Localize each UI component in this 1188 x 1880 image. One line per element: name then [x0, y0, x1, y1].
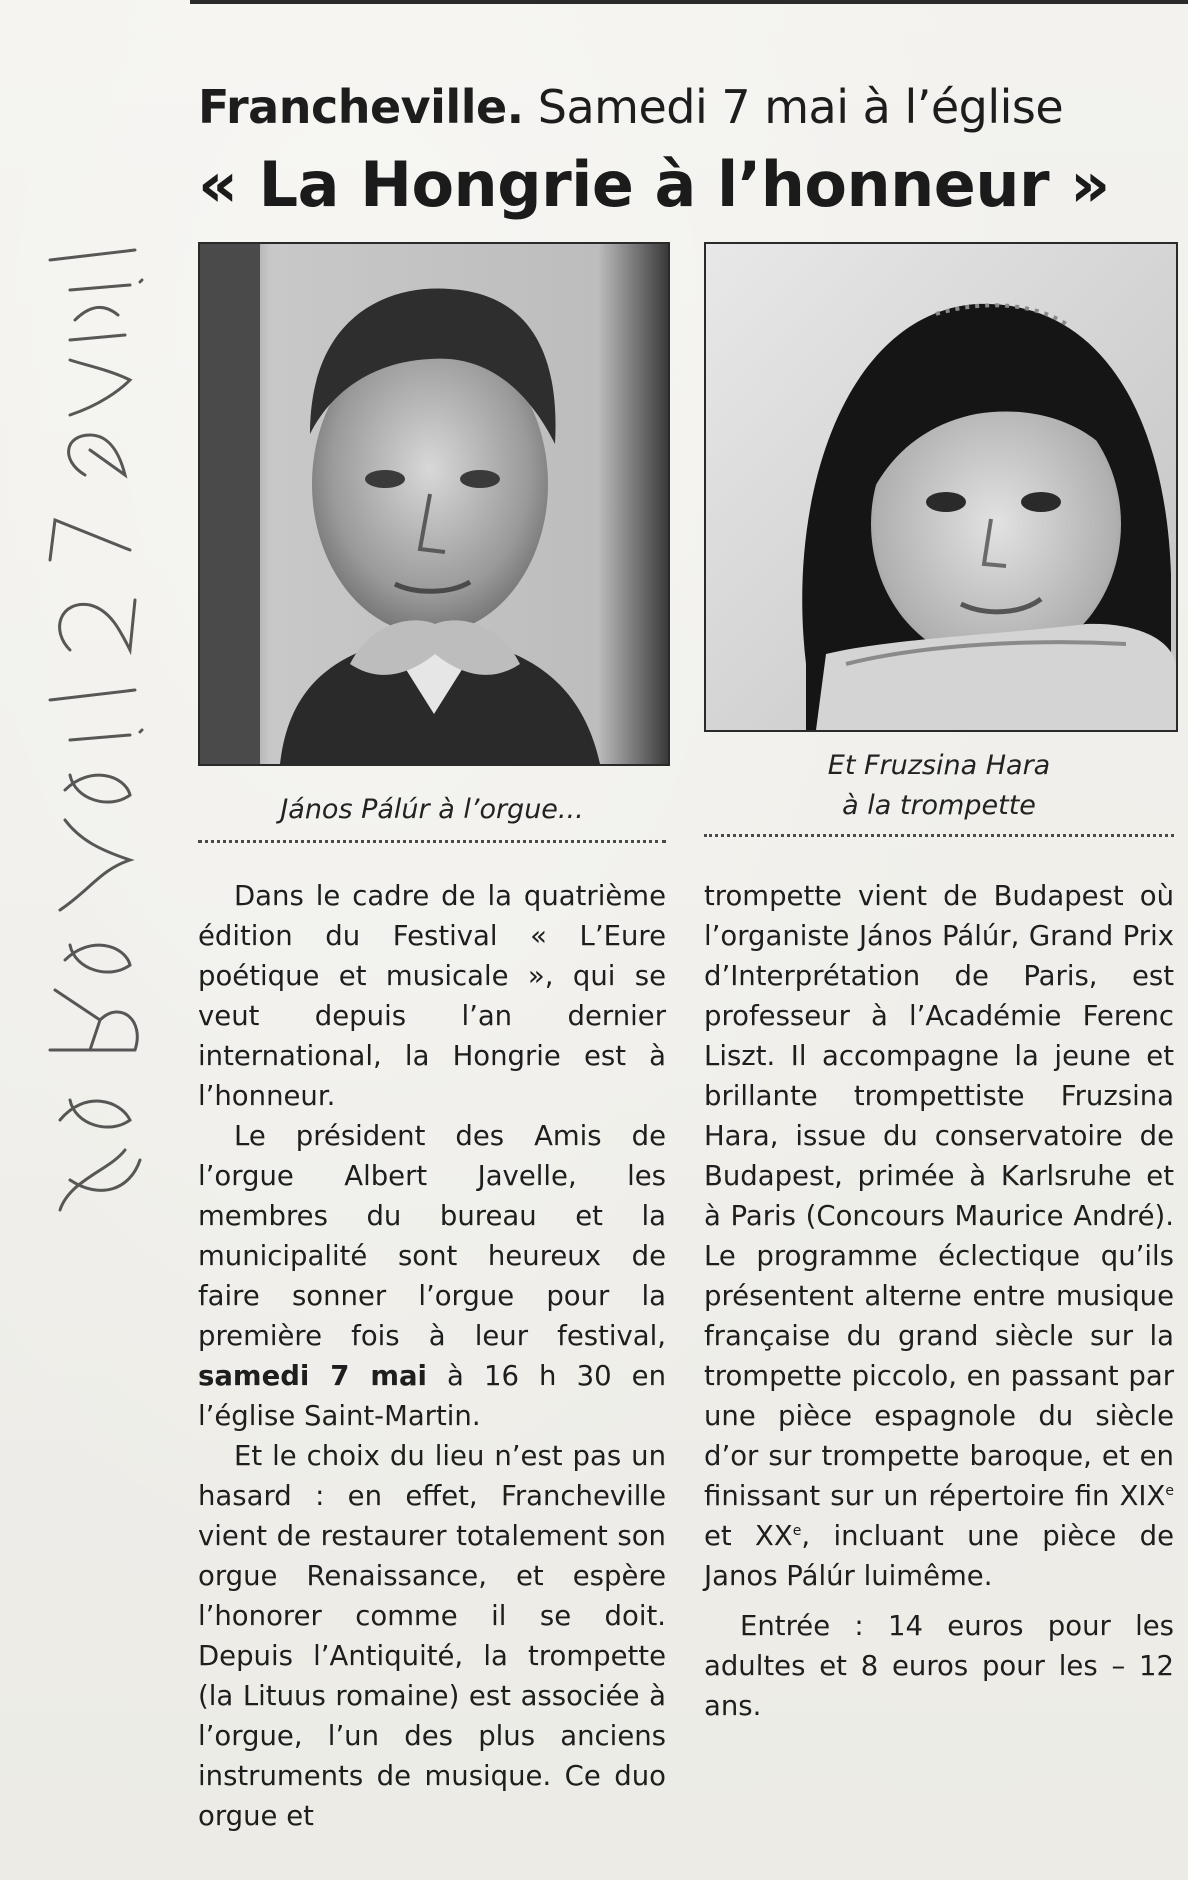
paragraph-venue: Et le choix du lieu n’est pas un hasard : en effet, Francheville vient de restaurer totalement son orgue Renaissance, et espère l’honorer comme il se doit. Depuis l’Antiquité, la trompette (la Lituus romaine) est associée à l’orgue, l’un des plus anciens instruments de musique. Ce duo orgue et — [198, 1440, 666, 1832]
paragraph-intro: Dans le cadre de la quatrième édition du Festival « L’Eure poétique et musicale », qui se veut depuis l’an dernier international, la Hongrie est à l’honneur. — [198, 880, 666, 1112]
photo-organist — [198, 242, 670, 766]
article-column-right — [704, 876, 1174, 1726]
kicker-line — [198, 80, 1098, 134]
sup-19: e — [1165, 1482, 1174, 1499]
trumpeter-portrait — [706, 244, 1176, 730]
paragraph-program — [704, 876, 1174, 1596]
paragraph-program-end: , incluant une pièce de Janos Pálúr luimême. — [704, 1520, 1174, 1592]
caption-organist: János Pálúr à l’orgue... — [280, 794, 584, 825]
sup-20: e — [792, 1522, 802, 1539]
kicker-place: Francheville. — [198, 80, 524, 134]
paragraph-president — [198, 1116, 666, 1436]
caption-trumpeter-line2: à la trompette — [842, 790, 1036, 821]
handwritten-annotation — [30, 220, 160, 1220]
kicker-date: Samedi 7 mai à l’église — [523, 80, 1064, 134]
bleed-through-top — [700, 10, 722, 90]
paragraph-program-mid: et XX — [704, 1520, 793, 1552]
headline: « La Hongrie à l’honneur » — [198, 148, 1110, 221]
article-column-left — [198, 876, 666, 1836]
paragraph-president-text: Le président des Amis de l’orgue Albert Javelle, les membres du bureau et la municipalité sont heureux de faire sonner l’orgue pour la première fois à leur festival, — [198, 1120, 666, 1352]
caption-trumpeter — [704, 746, 1174, 826]
dotted-divider-left — [198, 840, 666, 843]
caption-trumpeter-line1: Et Fruzsina Hara — [827, 750, 1051, 781]
photo-trumpeter — [704, 242, 1178, 732]
paragraph-president-end: à 16 h 30 en l’église Saint-Martin. — [198, 1360, 666, 1432]
top-rule — [190, 0, 1188, 4]
organist-portrait — [200, 244, 668, 764]
handwriting-strokes — [30, 220, 160, 1220]
paragraph-program-text: trompette vient de Budapest où l’organiste János Pálúr, Grand Prix d’Interprétation de Paris, est professeur à l’Académie Ferenc Liszt. Il accompagne la jeune et brillante trompettiste Fruzsina Hara, issue du conservatoire de Budapest, primée à Karlsruhe et à Paris (Concours Maurice André). Le programme éclectique qu’ils présentent alterne entre musique française du grand siècle sur la trompette piccolo, en passant par une pièce espagnole du siècle d’or sur trompette baroque, et en finissant sur un répertoire fin XIX — [704, 880, 1174, 1512]
paragraph-admission: Entrée : 14 euros pour les adultes et 8 euros pour les – 12 ans. — [704, 1610, 1174, 1722]
event-date: samedi 7 mai — [198, 1360, 427, 1392]
dotted-divider-right — [704, 834, 1174, 837]
